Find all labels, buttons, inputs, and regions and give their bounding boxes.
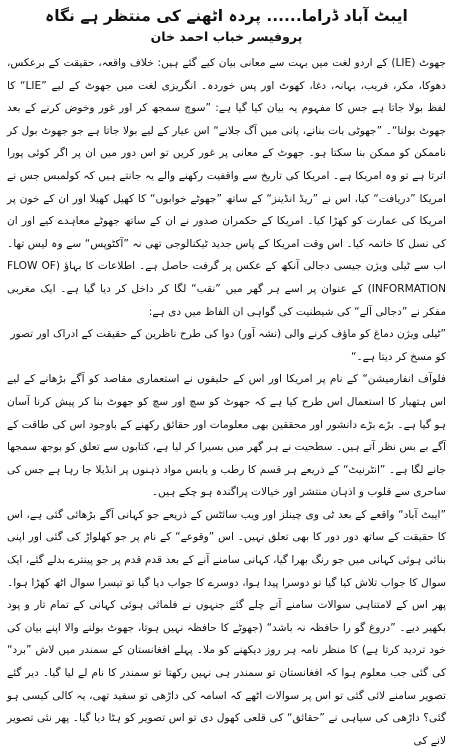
article-paragraph: ”ایبٹ آباد“ واقعے کے بعد ٹی وی چینلز اور ویب سائٹس کے ذریعے جو کہانی آگے بڑھائی گئی ہے، اس کا حقیقت کے ساتھ دور دور کا بھی تعلق نہیں۔ اس ”وقوعے“ کے نام پر جو کھلواڑ کی گئی اور اپنی بنائی ہوئی کہانی میں جو رنگ بھرا گیا، کہانی سامنے آنے کے بعد قدم قدم پر جو پینترے بدلے گئے، ایک سوال کا جواب تلاش کیا گیا تو دوسرا پیدا ہوا، دوسرے کا جواب دیا گیا تو تیسرا سوال اٹھ کھڑا ہوا۔ پھر اس کے لامتناہی سوالات سامنے آتے چلے گئے جنہوں نے فلمائی ہوئی کہانی کے تمام تار و پود بکھیر دیے۔ ”دروغ گو را حافظہ نہ باشد“ (جھوٹے کا حافظہ نہیں ہوتا، جھوٹ بولنے والا اپنے بیان کی خود تردید کرتا ہے) کا منظر نامہ ہر روز دیکھنے کو ملا۔ پہلے افغانستان کے سمندر میں لاش ”برد“ کی گئی جب معلوم ہوا کہ افغانستان تو سمندر ہی نہیں رکھتا تو سمندر کا نام لے لیا گیا۔ دیر گئے تصویر سامنے لائی گئی تو اس پر سوالات اٹھے کہ اسامہ کی داڑھی تو سفید تھی، یہ کالی کیسی ہو گئی؟ داڑھی کی سیاہی نے ”حقائق“ کی قلعی کھول دی تو اس تصویر کو ہٹا دیا گیا۔ پھر نئی تصویر لانے کی	[7, 508, 446, 747]
article-title: ایبٹ آباد ڈراما...... پردہ اٹھنے کی منتظر ہے نگاہ	[45, 7, 408, 25]
article-quote: ”ٹیلی ویژن دماغ کو ماؤف کرنے والی (نشہ آور) دوا کی طرح ناظرین کے حقیقت کے ادراک اور تصور کو مسخ کر دیتا ہے۔“	[10, 328, 446, 363]
article-paragraph: جھوٹ (LIE) کے اردو لغت میں بہت سے معانی بیان کیے گئے ہیں: خلاف واقعہ، حقیقت کے برعکس، دھوکا، مکر، فریب، بہانہ، دغا، کھوٹ اور پس خوردہ۔ انگریزی لغت میں جھوٹ کے لیے ”LIE“ کا لفظ بولا جاتا ہے جس کا مفہوم یہ بیان کیا گیا ہے: ”سوچ سمجھ کر اور غور وخوض کرنے کے بعد جھوٹ بولنا“۔ ”جھوٹی بات بنانے، پانی میں آگ جلانے“ اس عیار کے لیے بولا جاتا ہے جو جھوٹ بول کر ناممکن کو ممکن بنا سکتا ہو۔ جھوٹ کے معانی پر غور کریں تو اس دور میں ان پر اگر کوئی پورا اترتا ہے تو وہ امریکا ہے۔ امریکا کی تاریخ سے واقفیت رکھنے والے یہ جانتے ہیں کہ کولمبس جس نے امریکا ”دریافت“ کیا، اس نے ”ریڈ انڈینز“ کے ساتھ ”جھوٹے خوابوں“ کا کھیل کھیلا اور ان کے خون پر امریکا کی عمارت کو کھڑا کیا۔ امریکا کے حکمران صدور نے ان کے ساتھ جھوٹے معاہدے کیے اور ان کی نسل کا خاتمہ کیا۔ اس وقت امریکا کے پاس جدید ٹیکنالوجی تھی نہ ”آکٹوپس“ سے وہ لیس تھا۔ اب سے ٹیلی ویژن جیسی دجالی آنکھ کے عکس پر گرفت حاصل ہے۔ اطلاعات کا بہاؤ (FLOW OF INFORMATION) کے عنوان پر اسے ہر گھر میں ”نقب“ لگا کر داخل کر دیا گیا ہے۔ ایک مغربی مفکر نے ”دجالی آلے“ کی شیطنیت کی گواہی ان الفاظ میں دی ہے:	[7, 57, 446, 318]
article-author: پروفیسر خباب احمد خان	[150, 29, 303, 44]
article-paragraph: فلوآف انفارمیشن“ کے نام پر امریکا اور اس کے حلیفوں نے استعماری مقاصد کو آگے بڑھانے کے لیے اس ہتھیار کا استعمال اس طرح کیا ہے کہ جھوٹ کو سچ اور سچ کو جھوٹ بنا کر پیش کرنا آسان ہو گیا ہے۔ بڑے بڑے دانشور اور محققین بھی معلومات اور حقائق رکھنے کے باوجود اس کی طاقت کے آگے بے بس نظر آتے ہیں۔ سطحیت نے ہر گھر میں بسیرا کر لیا ہے، کتابوں سے تعلق کو بوجھ سمجھا جانے لگا ہے۔ ”انٹرنیٹ“ کے ذریعے ہر قسم کا رطب و یابس مواد ذہنوں پر انڈیلا جا رہا ہے جس کی ساحری سے قلوب و اذہان منتشر اور خیالات پراگندہ ہو چکے ہیں۔	[7, 373, 446, 499]
